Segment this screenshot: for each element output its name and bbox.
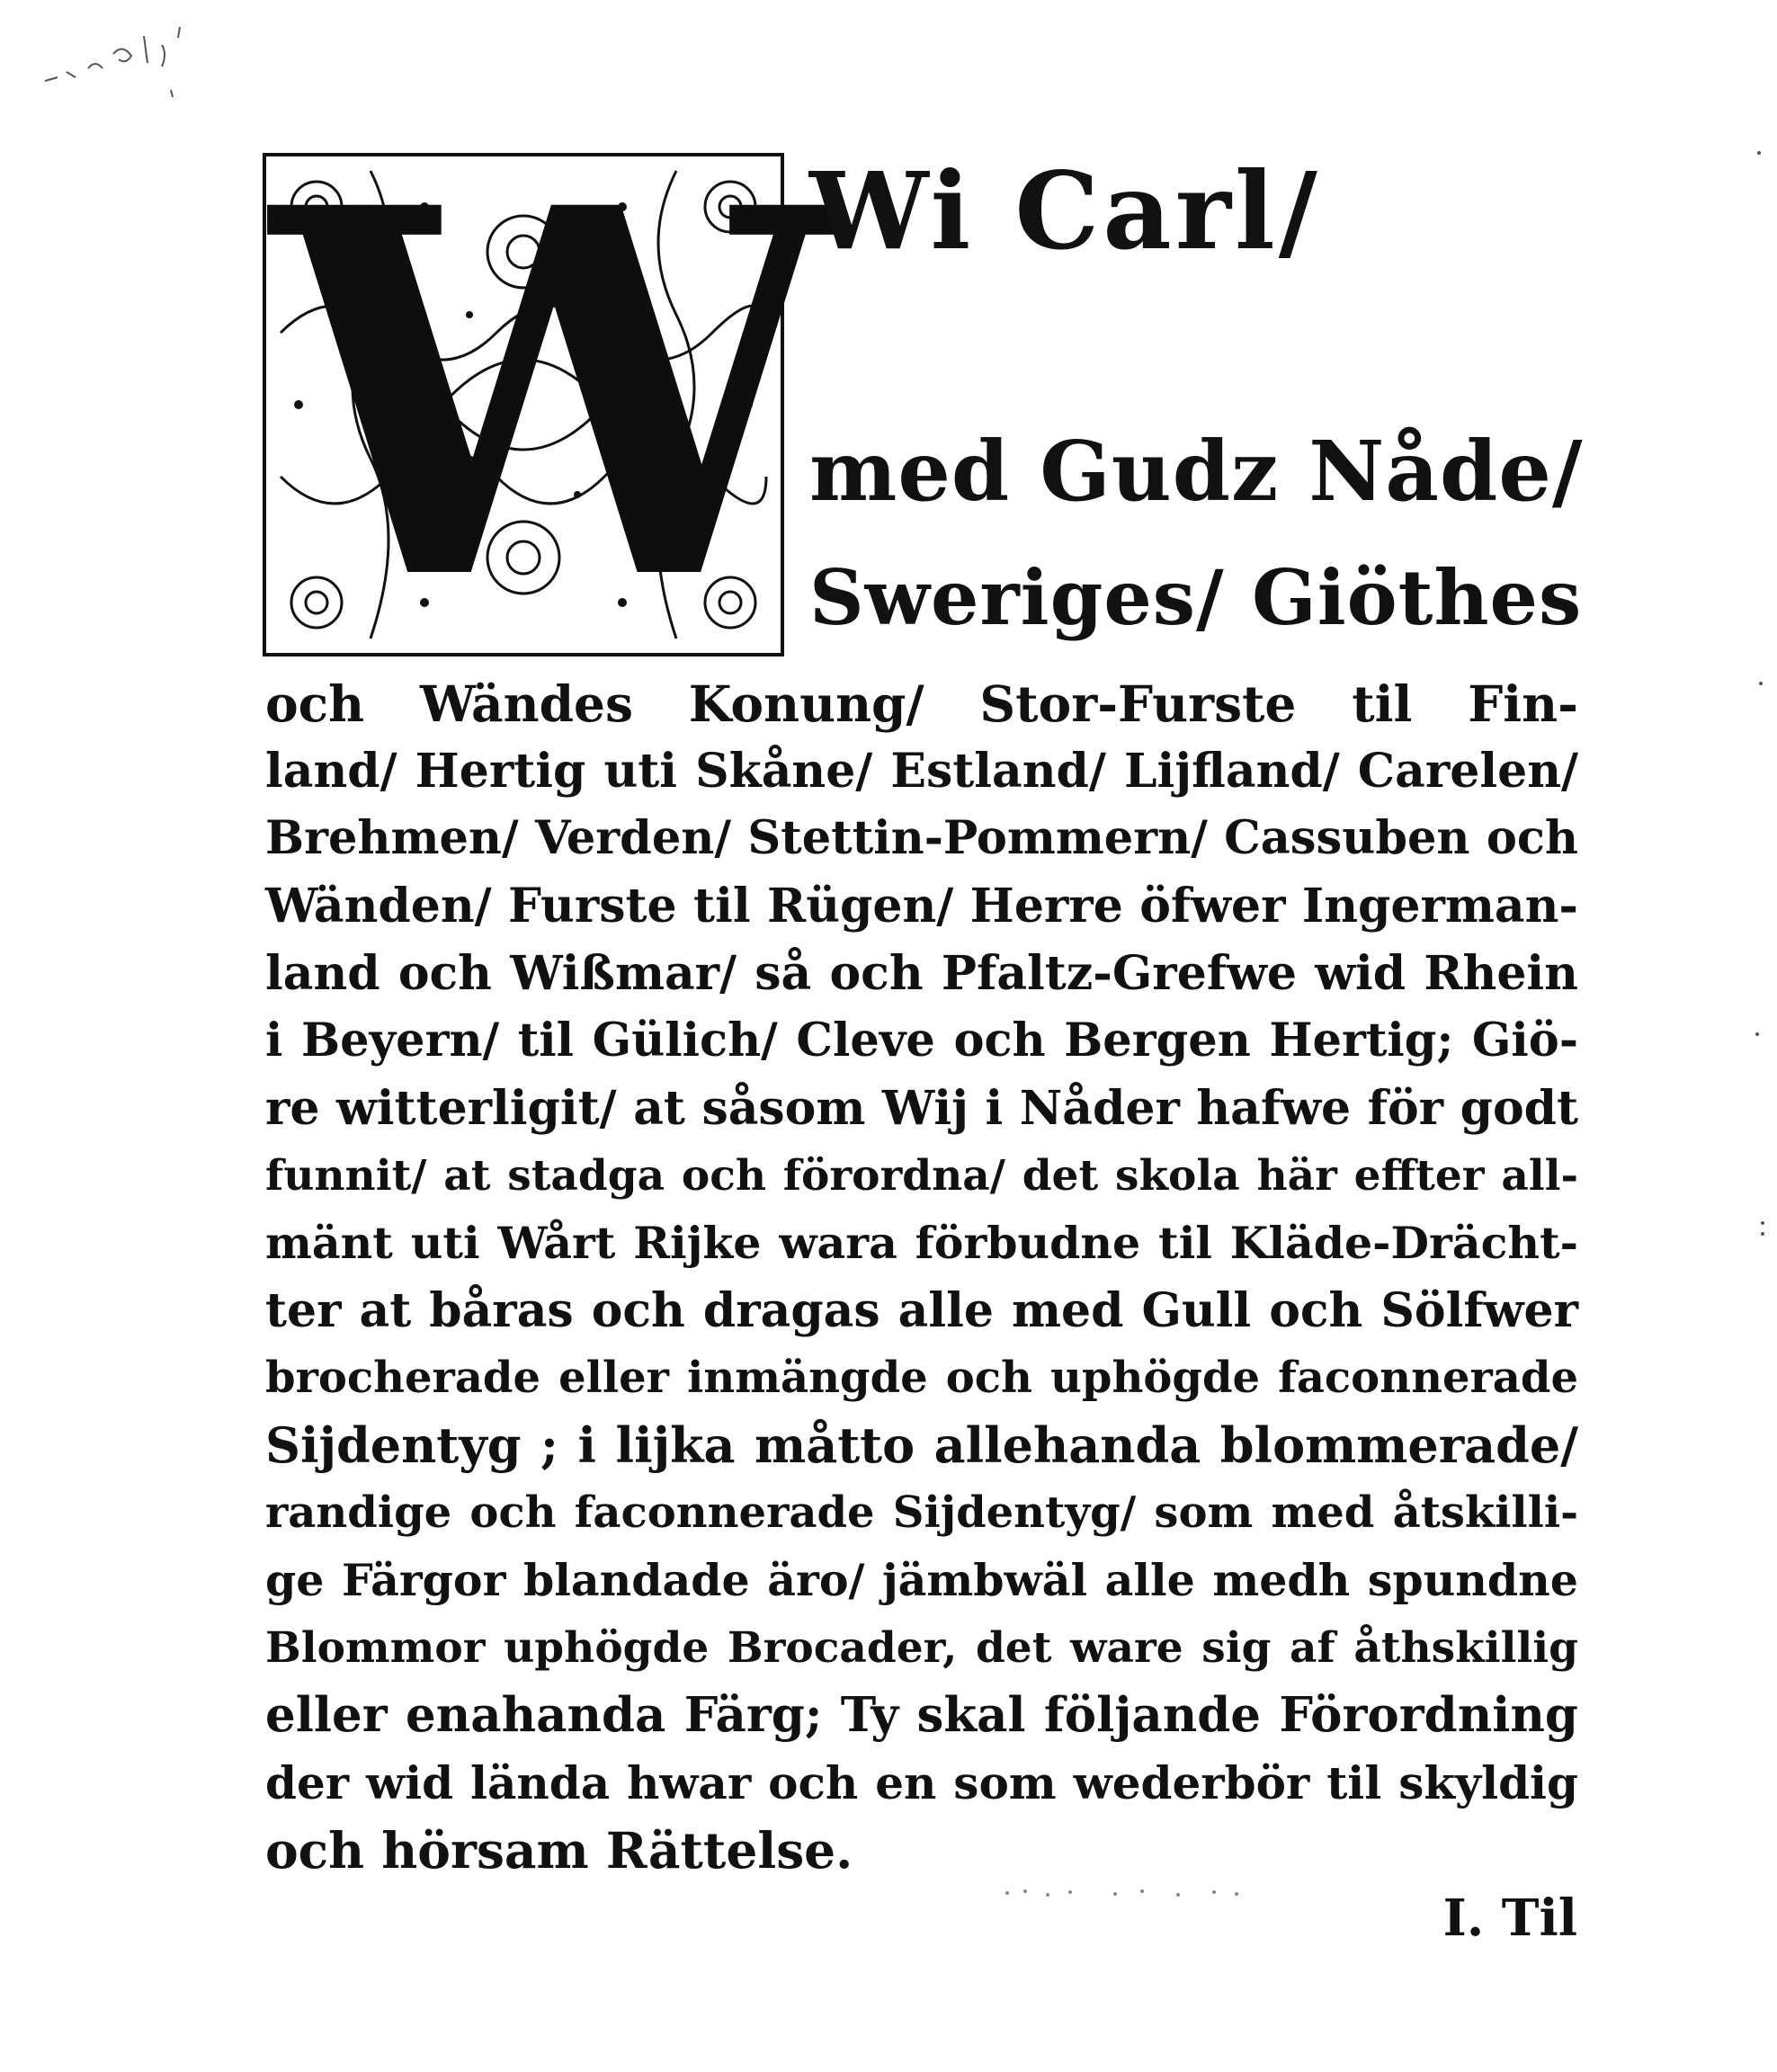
heading-line-3: Sweriges/ Giöthes [809, 553, 1583, 642]
text-line: i Beyern/ til Gülich/ Cleve och Bergen Hertig; Giö- [265, 1014, 1578, 1067]
edge-ink-marks [1741, 0, 1777, 2072]
initial-letter-w: W [272, 100, 837, 692]
text-line-last: och hörsam Rättelse. [265, 1821, 853, 1880]
text-line: brocherade eller inmängde och uphögde faconnerade [265, 1353, 1578, 1403]
text-line: Wänden/ Furste til Rügen/ Herre öfwer Ingerman- [265, 879, 1578, 933]
catchword: I. Til [1442, 1889, 1577, 1948]
ink-smudge [998, 1875, 1250, 1911]
text-line: och Wändes Konung/ Stor-Furste til Fin- [265, 674, 1578, 733]
text-line: Blommor uphögde Brocader, det ware sig af åthskillig [265, 1623, 1578, 1673]
text-line: mänt uti Wårt Rijke wara förbudne til Kläde-Drächt- [265, 1217, 1578, 1269]
corner-ink-marks [36, 9, 216, 108]
heading-line-2: med Gudz Nåde/ [809, 423, 1584, 520]
text-line: randige och faconnerade Sijdentyg/ som med åtskilli- [265, 1487, 1578, 1538]
decorated-initial [263, 100, 837, 692]
text-line: eller enahanda Färg; Ty skal följande Förordning [265, 1687, 1578, 1743]
text-line: land/ Hertig uti Skåne/ Estland/ Lijfland/ Carelen/ [265, 744, 1578, 799]
text-line: der wid lända hwar och en som wederbör til skyldig [265, 1756, 1578, 1809]
text-line: Brehmen/ Verden/ Stettin-Pommern/ Cassuben och [265, 811, 1578, 865]
text-line: ge Färgor blandade äro/ jämbwäl alle medh spundne [265, 1554, 1578, 1606]
text-line: ter at båras och dragas alle med Gull och Sölfwer [265, 1283, 1578, 1338]
text-line: Sijdentyg ; i lijka måtto allehanda blommerade/ [265, 1416, 1578, 1474]
body-text [265, 670, 1578, 1884]
text-line: funnit/ at stadga och förordna/ det skola här effter all- [265, 1151, 1578, 1201]
heading-line-1: Wi Carl/ [809, 148, 1321, 273]
text-line: re witterligit/ at såsom Wij i Nåder hafwe för godt [265, 1081, 1578, 1136]
text-line: land och Wißmar/ så och Pfaltz-Grefwe wid Rhein [265, 946, 1578, 1001]
